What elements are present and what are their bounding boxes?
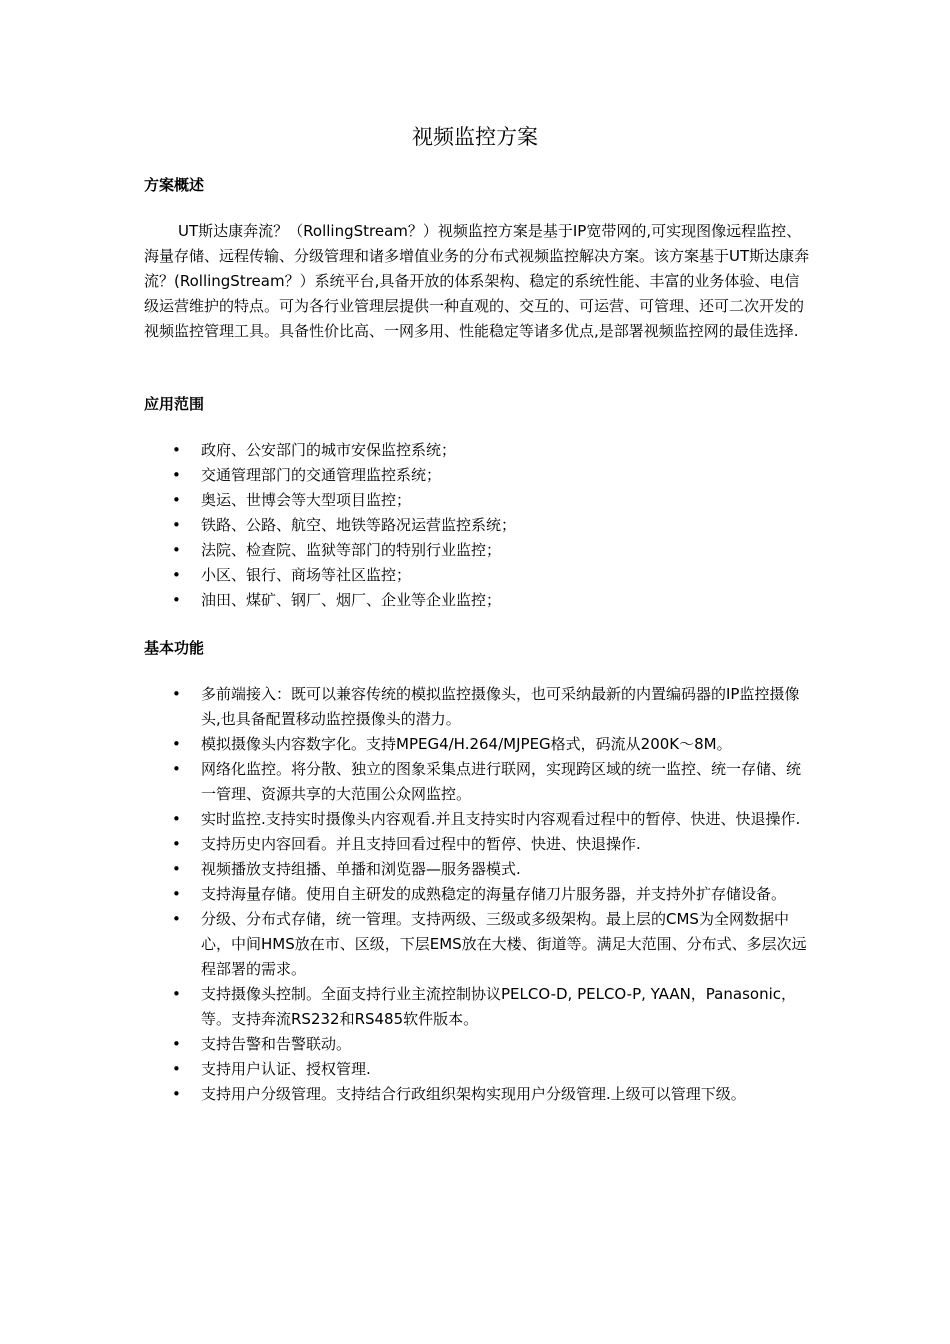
list-item (0, 732, 813, 757)
list-item-text: 油田、煤矿、钢厂、烟厂、企业等企业监控； (201, 591, 502, 609)
list-item-text: 分级、分布式存储，统一管理。支持两级、三级或多级架构。最上层的CMS为全网数据中心，中间HMS放在市、区级，下层EMS放在大楼、街道等。满足大范围、分布式、多层次远程部署的需求。 (201, 910, 807, 978)
bullet-icon: • (172, 835, 181, 853)
bullet-icon: • (172, 735, 181, 753)
list-item (0, 1032, 813, 1057)
section-heading-scope: 应用范围 (144, 395, 205, 413)
list-item (0, 513, 813, 538)
list-item (0, 563, 813, 588)
list-item-text: 实时监控.支持实时摄像头内容观看.并且支持实时内容观看过程中的暂停、快进、快退操作. (201, 810, 801, 828)
bullet-icon: • (172, 910, 181, 928)
list-item (0, 438, 813, 463)
list-item (0, 882, 813, 907)
list-item-text: 奥运、世博会等大型项目监控； (201, 491, 412, 509)
list-item-text: 支持历史内容回看。并且支持回看过程中的暂停、快进、快退操作. (201, 835, 641, 853)
list-item-text: 支持用户分级管理。支持结合行政组织架构实现用户分级管理.上级可以管理下级。 (201, 1085, 746, 1103)
bullet-icon: • (172, 516, 181, 534)
list-item (0, 463, 813, 488)
list-item (0, 1082, 813, 1107)
bullet-icon: • (172, 441, 181, 459)
bullet-icon: • (172, 860, 181, 878)
list-item-text: 政府、公安部门的城市安保监控系统； (201, 441, 457, 459)
bullet-icon: • (172, 466, 181, 484)
overview-paragraph: UT斯达康奔流？（RollingStream？）视频监控方案是基于IP宽带网的,可实现图像远程监控、海量存储、远程传输、分级管理和诸多增值业务的分布式视频监控解决方案。该方案基于UT斯达康奔流？(RollingStream？）系统平台,具备开放的体系架构、稳定的系统性能、丰富的业务体验、电信级运营维护的特点。可为各行业管理层提供一种直观的、交互的、可运营、可管理、还可二次开发的视频监控管理工具。具备性价比高、一网多用、性能稳定等诸多优点,是部署视频监控网的最佳选择. (144, 222, 810, 340)
list-item (0, 1057, 813, 1082)
bullet-icon: • (172, 810, 181, 828)
list-item (0, 907, 813, 982)
list-item (0, 757, 813, 807)
bullet-icon: • (172, 985, 181, 1003)
functions-list (0, 682, 950, 1107)
list-item-text: 模拟摄像头内容数字化。支持MPEG4/H.264/MJPEG格式，码流从200K～8M。 (201, 735, 732, 753)
list-item (0, 538, 813, 563)
bullet-icon: • (172, 1060, 181, 1078)
list-item-text: 支持用户认证、授权管理. (201, 1060, 371, 1078)
bullet-icon: • (172, 685, 181, 703)
list-item (0, 682, 813, 732)
list-item (0, 488, 813, 513)
section-heading-overview: 方案概述 (144, 176, 205, 194)
list-item-text: 铁路、公路、航空、地铁等路况运营监控系统； (201, 516, 517, 534)
bullet-icon: • (172, 1085, 181, 1103)
list-item-text: 支持摄像头控制。全面支持行业主流控制协议PELCO-D, PELCO-P, YAAN，Panasonic， 等。支持奔流RS232和RS485软件版本。 (201, 985, 796, 1028)
list-item (0, 982, 813, 1032)
list-item-text: 视频播放支持组播、单播和浏览器—服务器模式. (201, 860, 521, 878)
section-heading-functions: 基本功能 (144, 639, 205, 657)
list-item-text: 法院、检查院、监狱等部门的特别行业监控； (201, 541, 502, 559)
bullet-icon: • (172, 760, 181, 778)
list-item-text: 多前端接入：既可以兼容传统的模拟监控摄像头，也可采纳最新的内置编码器的IP监控摄像头,也具备配置移动监控摄像头的潜力。 (201, 685, 800, 728)
list-item (0, 857, 813, 882)
scope-list (0, 438, 950, 613)
list-item-text: 支持告警和告警联动。 (201, 1035, 352, 1053)
bullet-icon: • (172, 541, 181, 559)
list-item (0, 832, 813, 857)
bullet-icon: • (172, 566, 181, 584)
list-item (0, 807, 813, 832)
list-item-text: 交通管理部门的交通管理监控系统； (201, 466, 442, 484)
list-item-text: 支持海量存储。使用自主研发的成熟稳定的海量存储刀片服务器，并支持外扩存储设备。 (201, 885, 787, 903)
list-item (0, 588, 813, 613)
bullet-icon: • (172, 1035, 181, 1053)
bullet-icon: • (172, 885, 181, 903)
document-title: 视频监控方案 (412, 125, 538, 149)
list-item-text: 网络化监控。将分散、独立的图象采集点进行联网，实现跨区域的统一监控、统一存储、统一管理、资源共享的大范围公众网监控。 (201, 760, 802, 803)
bullet-icon: • (172, 591, 181, 609)
list-item-text: 小区、银行、商场等社区监控； (201, 566, 412, 584)
bullet-icon: • (172, 491, 181, 509)
